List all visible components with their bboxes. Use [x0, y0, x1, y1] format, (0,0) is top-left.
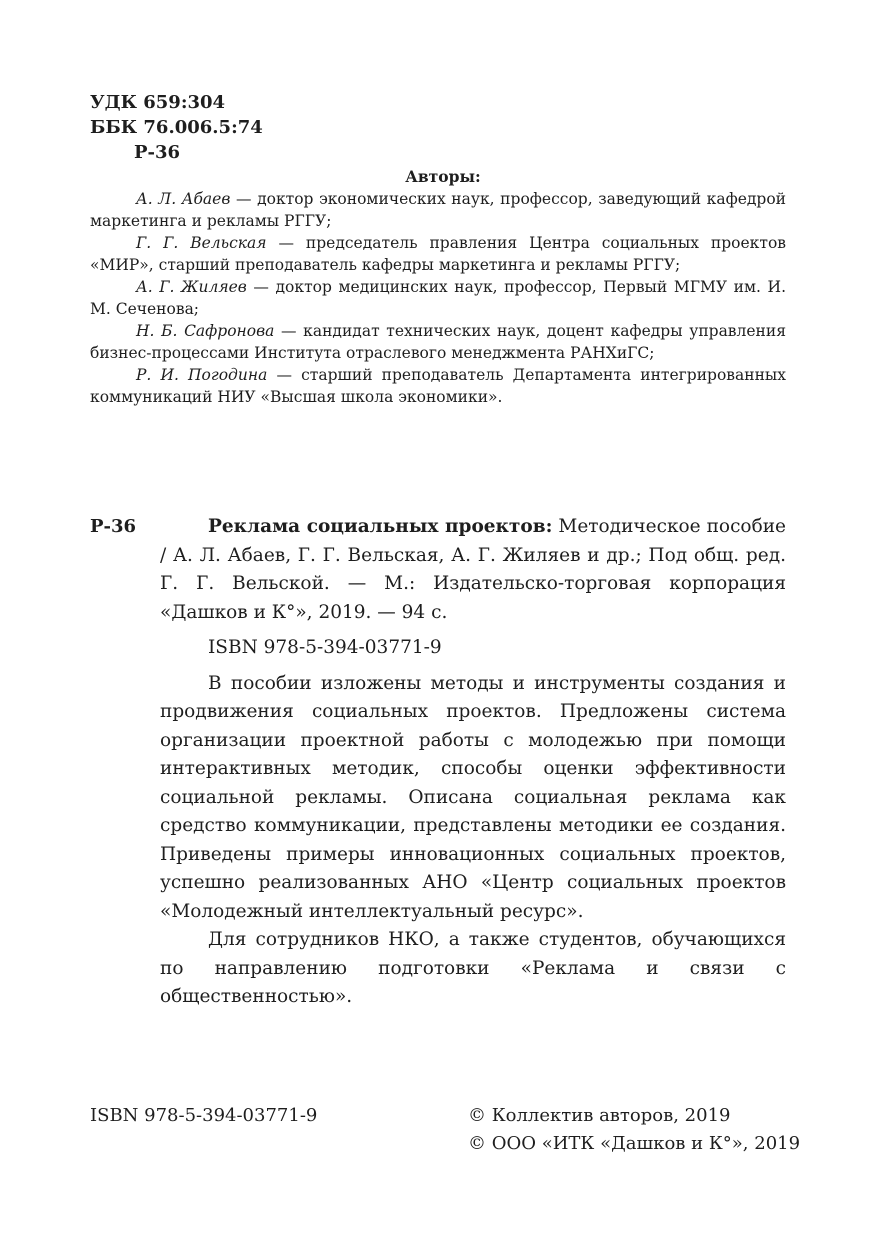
copyright-publisher: © ООО «ИТК «Дашков и К°», 2019: [468, 1133, 801, 1154]
bibliographic-description: [160, 513, 786, 627]
author-name: Н. Б. Сафронова: [136, 322, 275, 340]
author-name: А. Л. Абаев: [136, 190, 231, 208]
author-description: — кандидат технических наук, доцент кафедры управления бизнес-процессами Института отраслевого менеджмента РАНХиГС;: [90, 322, 786, 362]
copyright-block: [468, 1102, 800, 1158]
entry-isbn: ISBN 978-5-394-03771-9: [208, 637, 442, 658]
bbk-code: ББК 76.006.5:74: [90, 117, 263, 138]
udk-code: УДК 659:304: [90, 92, 226, 113]
footer-isbn-block: [90, 1102, 317, 1130]
abstract-text: В пособии изложены методы и инструменты создания и продвижения социальных проектов. Предложены система организации проектной работы с молодежью при помощи интерактивных методик, способы оценки эффективности социальной рекламы. Описана социальная реклама как средство коммуникации, представлены методики ее создания. Приведены примеры инновационных социальных проектов, успешно реализованных АНО «Центр социальных проектов «Молодежный интеллектуальный ресурс».: [160, 672, 786, 922]
author-entry: [90, 320, 786, 364]
author-mark: Р-36: [134, 142, 181, 163]
author-name: А. Г. Жиляев: [136, 278, 247, 296]
author-description: — председатель правления Центра социальных проектов «МИР», старший преподаватель кафедры маркетинга и рекламы РГГУ;: [90, 234, 787, 274]
author-name: Г. Г. Вельская: [136, 234, 267, 252]
author-entry: [90, 364, 786, 408]
author-entry: [90, 188, 786, 232]
author-description: — доктор медицинских наук, профессор, Первый МГМУ им. И. М. Сеченова;: [90, 278, 786, 318]
author-entry: [90, 276, 786, 320]
author-description: — доктор экономических наук, профессор, заведующий кафедрой маркетинга и рекламы РГГУ;: [90, 190, 787, 230]
bibliographic-details: Методическое пособие / А. Л. Абаев, Г. Г. Вельская, А. Г. Жиляев и др.; Под общ. ред. Г. Г. Вельской. — М.: Издательско-торговая корпорация «Дашков и К°», 2019. — 94 с.: [160, 516, 786, 623]
copyright-authors: © Коллектив авторов, 2019: [468, 1105, 731, 1126]
bibliographic-entry: [160, 513, 786, 1012]
author-name: Р. И. Погодина: [136, 366, 268, 384]
book-title: Реклама социальных проектов:: [208, 516, 553, 537]
footer-isbn: ISBN 978-5-394-03771-9: [90, 1105, 318, 1126]
authors-heading: Авторы:: [405, 167, 481, 186]
author-entry: [90, 232, 786, 276]
catalog-code: Р-36: [90, 516, 137, 537]
authors-section: [90, 166, 786, 408]
audience-text: Для сотрудников НКО, а также студентов, обучающихся по направлению подготовки «Реклама и связи с общественностью».: [160, 929, 786, 1007]
classification-block: [90, 90, 263, 165]
author-description: — старший преподаватель Департамента интегрированных коммуникаций НИУ «Высшая школа экономики».: [90, 366, 787, 406]
